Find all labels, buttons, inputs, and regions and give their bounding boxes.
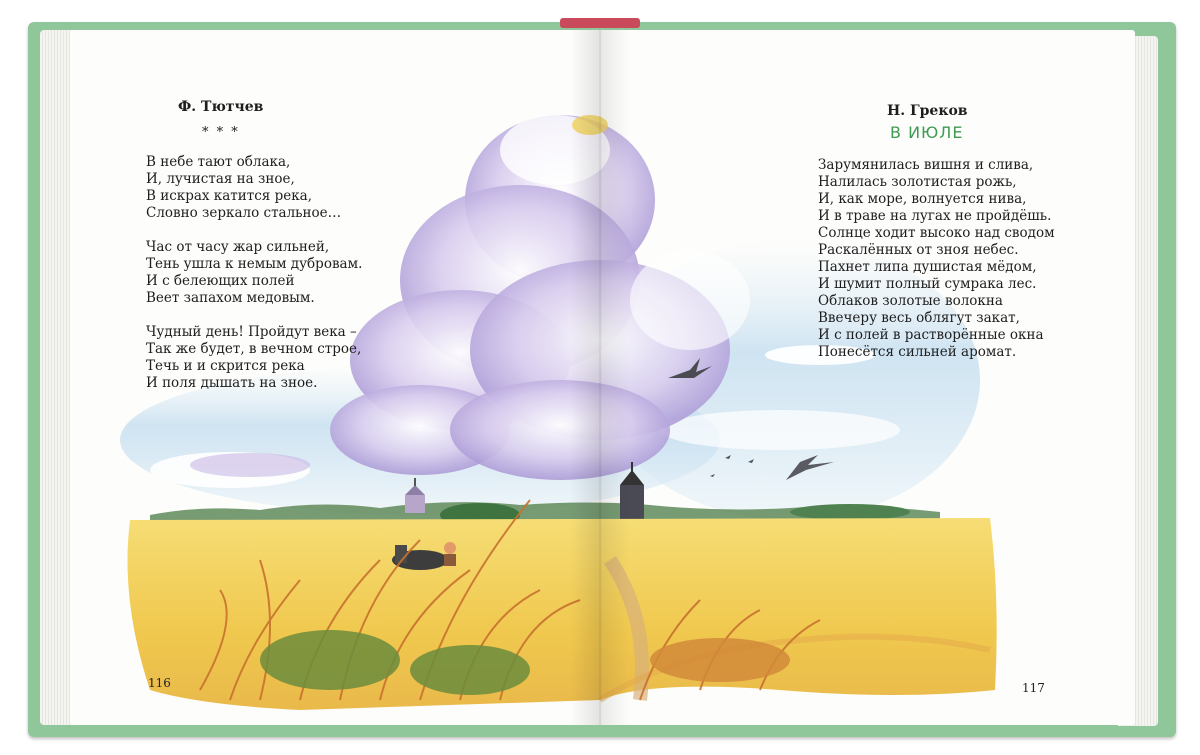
left-author: Ф. Тютчев	[178, 99, 264, 115]
poem-line: В небе тают облака,	[146, 154, 291, 170]
poem-line: И в траве на лугах не пройдёшь.	[818, 208, 1052, 224]
poem-line: Так же будет, в вечном строе,	[146, 341, 362, 357]
poem-line: Час от часу жар сильней,	[146, 239, 330, 255]
poem-line: Ввечеру весь облягут закат,	[818, 310, 1020, 326]
poem-line: Раскалённых от зноя небес.	[818, 242, 1019, 258]
poem-line: И, как море, волнуется нива,	[818, 191, 1027, 207]
right-page-number: 117	[1022, 681, 1045, 695]
poem-line: Облаков золотые волокна	[818, 293, 1003, 309]
poem-line: Пахнет липа душистая мёдом,	[818, 259, 1037, 275]
poem-line: И поля дышать на зное.	[146, 375, 318, 391]
left-page-number: 116	[148, 676, 171, 690]
poem-line: В искрах катится река,	[146, 188, 313, 204]
book-gutter-shadow	[570, 30, 630, 725]
right-author: Н. Греков	[887, 103, 968, 119]
poem-line: И шумит полный сумрака лес.	[818, 276, 1037, 292]
poem-title: В ИЮЛЕ	[890, 123, 964, 142]
poem-line: Словно зеркало стальное…	[146, 205, 342, 221]
poem-line: Солнце ходит высоко над сводом	[818, 225, 1055, 241]
poem-line: Зарумянилась вишня и слива,	[818, 157, 1034, 173]
left-poem	[146, 154, 362, 409]
poem-line: Тень ушла к немым дубровам.	[146, 256, 363, 272]
right-poem	[818, 157, 1055, 361]
poem-line: Течь и и скрится река	[146, 358, 305, 374]
poem-line: И с полей в растворённые окна	[818, 327, 1044, 343]
left-stars: * * *	[202, 125, 240, 140]
poem-line: Чудный день! Пройдут века –	[146, 324, 357, 340]
poem-line: И с белеющих полей	[146, 273, 295, 289]
stanza	[146, 154, 362, 222]
poem-line: Понесётся сильней аромат.	[818, 344, 1017, 360]
wheat-field	[128, 518, 997, 710]
stanza	[146, 239, 362, 307]
stanza	[146, 324, 362, 392]
poem-line: Налилась золотистая рожь,	[818, 174, 1017, 190]
poem-line: Веет запахом медовым.	[146, 290, 315, 306]
poem-line: И, лучистая на зное,	[146, 171, 295, 187]
